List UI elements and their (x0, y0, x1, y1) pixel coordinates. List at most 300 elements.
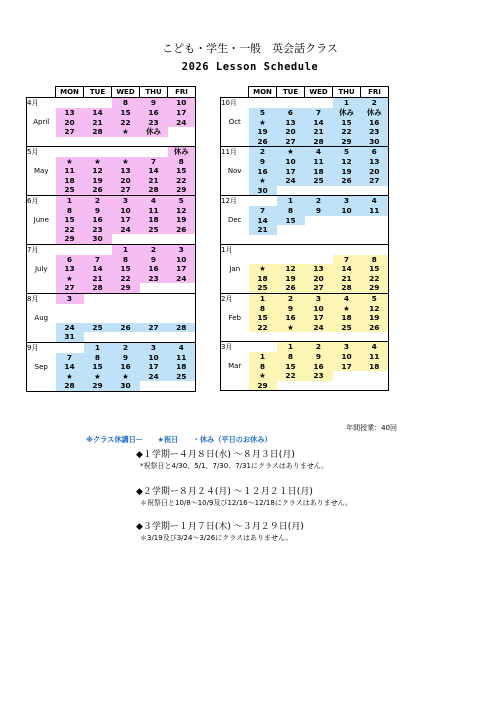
day-cell: 8 (168, 157, 196, 167)
day-cell: 13 (305, 264, 333, 274)
month-label-spacer (27, 283, 56, 293)
day-cell: 休み (140, 127, 168, 137)
day-cell: 20 (277, 127, 305, 137)
month-label-jp: 1月 (221, 244, 249, 255)
month-label-spacer (27, 185, 56, 195)
month-label-spacer (221, 304, 249, 314)
day-cell (84, 332, 112, 342)
day-cell: 10 (168, 255, 196, 265)
day-cell: 11 (168, 353, 196, 363)
day-cell: 15 (277, 216, 305, 226)
month-label-spacer (27, 255, 56, 265)
day-cell: ★ (333, 304, 361, 314)
day-cell: 7 (84, 255, 112, 265)
day-cell: 17 (168, 264, 196, 274)
day-cell: 8 (277, 206, 305, 216)
day-cell (249, 255, 277, 265)
day-cell (249, 342, 277, 353)
day-cell: 7 (305, 108, 333, 118)
month-label-spacer (27, 274, 56, 284)
day-cell: 25 (333, 323, 361, 333)
month-label-jp: 7月 (27, 244, 56, 255)
month-label-jp: 2月 (221, 293, 249, 304)
day-cell: 10 (168, 98, 196, 109)
day-cell (168, 234, 196, 244)
month-label-jp: 10月 (221, 98, 249, 109)
day-cell: 24 (305, 323, 333, 333)
day-cell: 15 (361, 264, 389, 274)
annual-lessons-count: 年間授業：40回 (346, 424, 397, 432)
day-cell: 22 (277, 371, 305, 381)
day-cell: 8 (56, 206, 84, 216)
day-cell (333, 216, 361, 226)
day-cell: ★ (56, 372, 84, 382)
day-cell: 16 (112, 362, 140, 372)
month-label-spacer (221, 381, 249, 391)
day-cell: 16 (140, 108, 168, 118)
day-cell: ★ (249, 371, 277, 381)
day-cell (112, 293, 140, 304)
day-cell (333, 225, 361, 235)
month-label-spacer (221, 157, 249, 167)
day-cell: 19 (361, 313, 389, 323)
day-cell (56, 98, 84, 109)
day-cell: 25 (305, 176, 333, 186)
month-label-en: Jan (221, 264, 249, 274)
day-cell: 16 (361, 118, 389, 128)
day-cell: 休み (361, 108, 389, 118)
day-cell: 13 (112, 166, 140, 176)
day-cell: 21 (333, 274, 361, 284)
month-label-jp: 5月 (27, 146, 56, 157)
term-2-note: ＊祝祭日と10/8～10/9及び12/16～12/18にクラスはありません。 (140, 499, 352, 507)
day-cell: 15 (112, 264, 140, 274)
day-cell: 12 (333, 157, 361, 167)
day-cell (361, 235, 389, 245)
day-cell: 28 (84, 127, 112, 137)
month-label-spacer (27, 157, 56, 167)
day-cell: 4 (361, 342, 389, 353)
weekday-header: MON (249, 87, 277, 98)
weekday-header: WED (305, 87, 333, 98)
day-cell: 1 (56, 195, 84, 206)
day-cell (333, 235, 361, 245)
day-cell: 22 (361, 274, 389, 284)
day-cell: ★ (249, 176, 277, 186)
day-cell (249, 332, 277, 342)
day-cell: 28 (168, 323, 196, 333)
day-cell: 26 (277, 283, 305, 293)
month-label-spacer (27, 323, 56, 333)
day-cell: 3 (112, 195, 140, 206)
month-label-en: Sep (27, 362, 56, 372)
day-cell: 20 (56, 118, 84, 128)
weekday-header: MON (56, 87, 84, 98)
day-cell (249, 244, 277, 255)
month-label-en: Oct (221, 118, 249, 128)
day-cell (249, 98, 277, 109)
month-label-spacer (221, 225, 249, 235)
day-cell: 16 (84, 215, 112, 225)
day-cell: 10 (112, 206, 140, 216)
day-cell (56, 313, 84, 323)
day-cell (140, 304, 168, 314)
day-cell: 7 (56, 353, 84, 363)
day-cell: 27 (140, 323, 168, 333)
day-cell: 12 (277, 264, 305, 274)
day-cell: 28 (56, 381, 84, 391)
day-cell: 19 (277, 274, 305, 284)
day-cell: 25 (168, 372, 196, 382)
day-cell (84, 98, 112, 109)
day-cell: 29 (84, 381, 112, 391)
day-cell: 8 (277, 352, 305, 362)
day-cell: 18 (333, 313, 361, 323)
day-cell (333, 332, 361, 342)
month-label-spacer (27, 381, 56, 391)
day-cell: 24 (56, 323, 84, 333)
day-cell: 5 (333, 147, 361, 158)
month-label-en: May (27, 166, 56, 176)
day-cell: 26 (361, 323, 389, 333)
day-cell (140, 234, 168, 244)
day-cell: 11 (140, 206, 168, 216)
day-cell: 21 (84, 118, 112, 128)
day-cell (249, 235, 277, 245)
day-cell: ★ (112, 127, 140, 137)
day-cell: 14 (84, 264, 112, 274)
day-cell: ★ (112, 372, 140, 382)
day-cell: 11 (305, 157, 333, 167)
day-cell (361, 332, 389, 342)
day-cell: 14 (140, 166, 168, 176)
day-cell: ★ (277, 323, 305, 333)
month-label-spacer (27, 234, 56, 244)
day-cell (140, 293, 168, 304)
day-cell: 25 (249, 283, 277, 293)
weekday-header: TUE (277, 87, 305, 98)
day-cell: 17 (333, 362, 361, 372)
day-cell: 9 (112, 353, 140, 363)
day-cell: 6 (361, 147, 389, 158)
day-cell: 10 (305, 304, 333, 314)
month-label-spacer (27, 332, 56, 342)
day-cell: 26 (168, 225, 196, 235)
month-label-en: Dec (221, 216, 249, 226)
day-cell (305, 255, 333, 265)
weekday-header: FRI (361, 87, 389, 98)
day-cell: 15 (56, 215, 84, 225)
day-cell: 8 (112, 255, 140, 265)
day-cell: 24 (140, 372, 168, 382)
day-cell (56, 146, 84, 157)
day-cell (305, 332, 333, 342)
day-cell: 10 (140, 353, 168, 363)
header-spacer (27, 87, 56, 98)
day-cell: ★ (56, 274, 84, 284)
day-cell: ★ (277, 147, 305, 158)
month-label-spacer (221, 206, 249, 216)
header-spacer (221, 87, 249, 98)
month-label-jp: 4月 (27, 98, 56, 109)
day-cell (277, 255, 305, 265)
day-cell: 7 (140, 157, 168, 167)
day-cell (361, 244, 389, 255)
day-cell (168, 381, 196, 391)
day-cell: 20 (112, 176, 140, 186)
month-label-spacer (221, 255, 249, 265)
day-cell: 5 (361, 293, 389, 304)
day-cell: 19 (168, 215, 196, 225)
day-cell: 4 (305, 147, 333, 158)
month-label-en: Mar (221, 362, 249, 372)
day-cell (277, 186, 305, 196)
day-cell: 14 (56, 362, 84, 372)
day-cell: 22 (249, 323, 277, 333)
day-cell: 29 (361, 283, 389, 293)
day-cell: 16 (140, 264, 168, 274)
day-cell: 3 (56, 293, 84, 304)
day-cell (56, 342, 84, 353)
day-cell: 29 (56, 234, 84, 244)
month-label-spacer (27, 137, 56, 147)
day-cell: 19 (84, 176, 112, 186)
day-cell (361, 371, 389, 381)
month-label-en: Feb (221, 313, 249, 323)
month-label-spacer (221, 137, 249, 147)
day-cell: 1 (112, 244, 140, 255)
day-cell: 2 (277, 293, 305, 304)
day-cell (305, 381, 333, 391)
day-cell: 7 (333, 255, 361, 265)
day-cell: 23 (305, 371, 333, 381)
day-cell (84, 293, 112, 304)
day-cell: 1 (249, 352, 277, 362)
month-label-spacer (27, 353, 56, 363)
day-cell (333, 186, 361, 196)
day-cell: 1 (277, 342, 305, 353)
day-cell: 14 (249, 216, 277, 226)
month-label-jp: 11月 (221, 147, 249, 158)
calendar-left (26, 86, 196, 392)
day-cell: 27 (112, 185, 140, 195)
day-cell: 18 (305, 167, 333, 177)
day-cell (140, 283, 168, 293)
day-cell (168, 304, 196, 314)
legend: ※クラス休講日ー ★祝日 ・休み（平日のお休み） (86, 435, 272, 444)
month-label-en: April (27, 118, 56, 128)
month-label-spacer (221, 176, 249, 186)
day-cell: 26 (333, 176, 361, 186)
day-cell: 11 (56, 166, 84, 176)
day-cell: 2 (361, 98, 389, 109)
day-cell (277, 98, 305, 109)
day-cell (333, 371, 361, 381)
day-cell: 13 (361, 157, 389, 167)
day-cell: 12 (168, 206, 196, 216)
day-cell (168, 127, 196, 137)
day-cell (168, 313, 196, 323)
day-cell: 10 (277, 157, 305, 167)
day-cell: 23 (84, 225, 112, 235)
day-cell: 1 (84, 342, 112, 353)
day-cell: 15 (277, 362, 305, 372)
day-cell: 22 (112, 118, 140, 128)
day-cell (112, 137, 140, 147)
month-label-spacer (221, 235, 249, 245)
day-cell (84, 304, 112, 314)
day-cell (112, 146, 140, 157)
day-cell: 24 (277, 176, 305, 186)
day-cell: 8 (249, 304, 277, 314)
month-label-spacer (27, 176, 56, 186)
term-1-heading: ◆１学期ー４月８日(水) ～８月３日(月) (136, 450, 295, 460)
day-cell: 3 (333, 196, 361, 207)
month-label-jp: 12月 (221, 196, 249, 207)
day-cell (361, 186, 389, 196)
day-cell: 4 (333, 293, 361, 304)
day-cell: 22 (333, 127, 361, 137)
day-cell: 23 (140, 274, 168, 284)
day-cell (333, 244, 361, 255)
day-cell: 18 (361, 362, 389, 372)
day-cell (305, 98, 333, 109)
day-cell (305, 235, 333, 245)
weekday-header: TUE (84, 87, 112, 98)
day-cell: 26 (249, 137, 277, 147)
day-cell: 24 (168, 274, 196, 284)
day-cell: 29 (333, 137, 361, 147)
day-cell: 30 (84, 234, 112, 244)
day-cell (112, 313, 140, 323)
month-label-spacer (221, 108, 249, 118)
day-cell (56, 304, 84, 314)
day-cell: 2 (249, 147, 277, 158)
weekday-header: THU (140, 87, 168, 98)
day-cell (56, 244, 84, 255)
day-cell: ★ (56, 157, 84, 167)
day-cell: 20 (361, 167, 389, 177)
day-cell: 27 (277, 137, 305, 147)
day-cell: 19 (249, 127, 277, 137)
month-label-spacer (27, 225, 56, 235)
day-cell (277, 381, 305, 391)
day-cell: 1 (333, 98, 361, 109)
day-cell: 24 (112, 225, 140, 235)
day-cell (305, 216, 333, 226)
day-cell: 26 (112, 323, 140, 333)
month-label-spacer (221, 352, 249, 362)
day-cell (361, 225, 389, 235)
month-label-spacer (221, 274, 249, 284)
day-cell: 28 (333, 283, 361, 293)
month-label-spacer (27, 304, 56, 314)
day-cell: 30 (249, 186, 277, 196)
day-cell (361, 381, 389, 391)
day-cell (112, 234, 140, 244)
day-cell (84, 244, 112, 255)
day-cell: 8 (361, 255, 389, 265)
day-cell: 8 (112, 98, 140, 109)
day-cell: 21 (249, 225, 277, 235)
day-cell: 10 (333, 206, 361, 216)
day-cell: 9 (140, 98, 168, 109)
day-cell: 休み (168, 146, 196, 157)
day-cell: 18 (140, 215, 168, 225)
month-label-jp: 8月 (27, 293, 56, 304)
day-cell: 17 (277, 167, 305, 177)
day-cell: 11 (361, 206, 389, 216)
day-cell: 22 (168, 176, 196, 186)
day-cell: 2 (112, 342, 140, 353)
day-cell: 4 (361, 196, 389, 207)
day-cell: 2 (305, 342, 333, 353)
day-cell: 1 (249, 293, 277, 304)
month-label-en: Aug (27, 313, 56, 323)
day-cell (56, 137, 84, 147)
month-label-en: Nov (221, 167, 249, 177)
month-label-jp: 3月 (221, 342, 249, 353)
day-cell: 4 (140, 195, 168, 206)
day-cell (168, 137, 196, 147)
day-cell (84, 146, 112, 157)
day-cell (305, 186, 333, 196)
day-cell: 16 (305, 362, 333, 372)
weekday-header: WED (112, 87, 140, 98)
day-cell: 15 (333, 118, 361, 128)
day-cell: 15 (112, 108, 140, 118)
day-cell: 26 (84, 185, 112, 195)
day-cell (361, 216, 389, 226)
month-label-spacer (221, 332, 249, 342)
day-cell (305, 225, 333, 235)
day-cell: 6 (277, 108, 305, 118)
day-cell: 25 (56, 185, 84, 195)
month-label-en: June (27, 215, 56, 225)
day-cell: 2 (84, 195, 112, 206)
month-label-jp: 6月 (27, 195, 56, 206)
month-label-spacer (221, 371, 249, 381)
day-cell: 13 (56, 264, 84, 274)
day-cell (277, 235, 305, 245)
day-cell: 28 (84, 283, 112, 293)
day-cell: 9 (305, 206, 333, 216)
day-cell (333, 381, 361, 391)
day-cell (140, 381, 168, 391)
month-label-en: July (27, 264, 56, 274)
day-cell: 7 (249, 206, 277, 216)
month-label-spacer (221, 323, 249, 333)
month-label-spacer (221, 186, 249, 196)
day-cell: 15 (249, 313, 277, 323)
day-cell (168, 283, 196, 293)
day-cell: 19 (333, 167, 361, 177)
term-1-note: *祝祭日と4/30、5/1、7/30、7/31にクラスはありません。 (140, 462, 329, 470)
day-cell: 16 (249, 167, 277, 177)
term-2-heading: ◆２学期ー８月２４(月) ～１２月２１日(月) (136, 487, 313, 497)
day-cell: 27 (305, 283, 333, 293)
day-cell: 12 (361, 304, 389, 314)
day-cell: 18 (249, 274, 277, 284)
page-title: こども・学生・一般 英会話クラス (162, 42, 338, 55)
day-cell: 9 (140, 255, 168, 265)
day-cell: 30 (112, 381, 140, 391)
day-cell: 17 (112, 215, 140, 225)
day-cell: 9 (277, 304, 305, 314)
day-cell: 3 (305, 293, 333, 304)
day-cell: 17 (305, 313, 333, 323)
day-cell: ★ (84, 372, 112, 382)
